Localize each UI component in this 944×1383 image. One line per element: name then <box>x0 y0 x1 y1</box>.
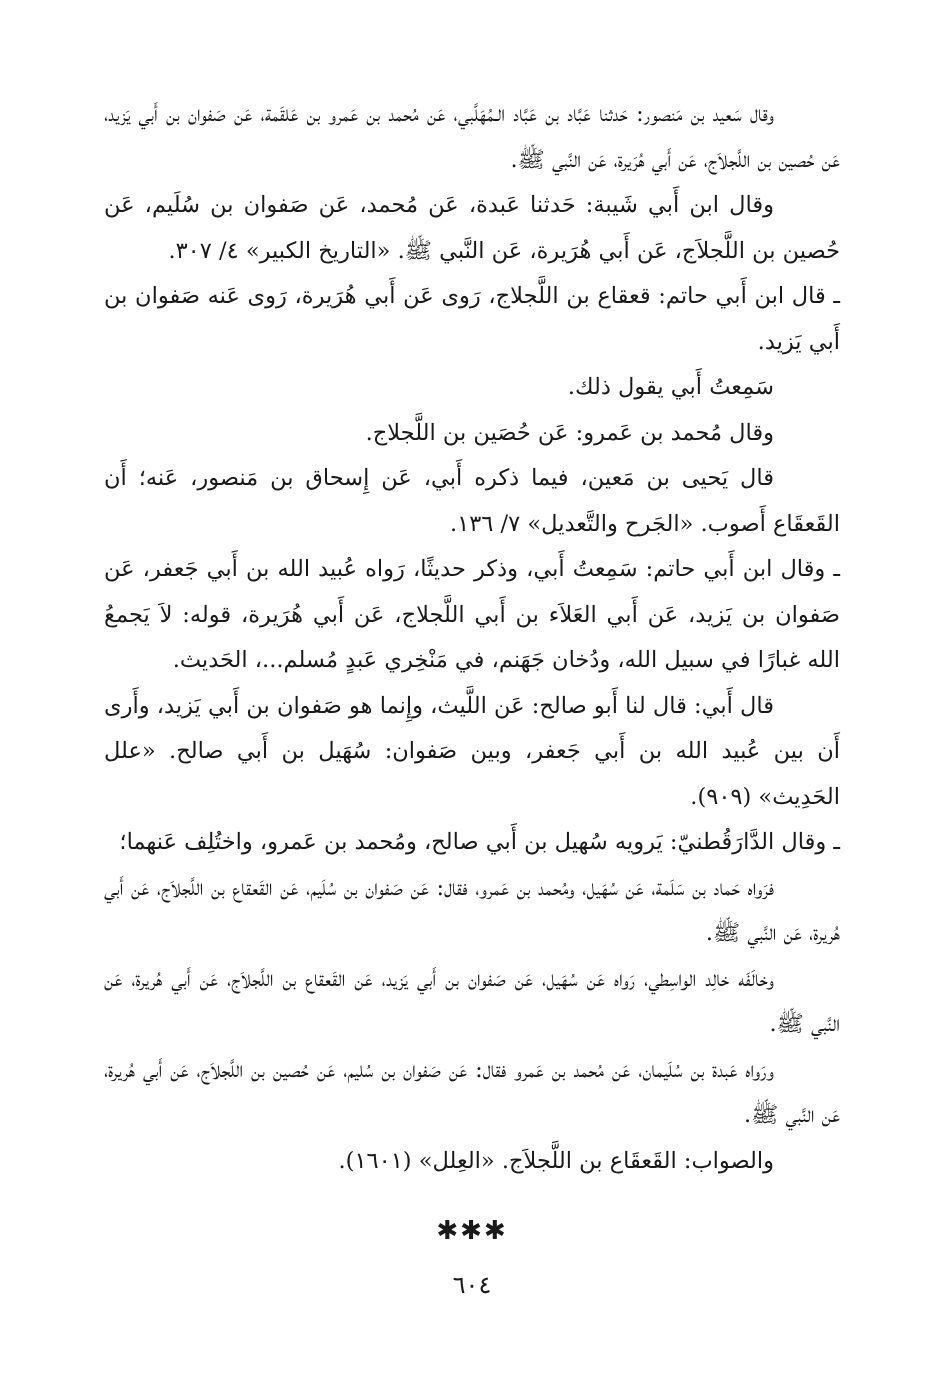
paragraph-yahya-bin-main: قال يَحيى بن مَعين، فيما ذكره أَبي، عَن إِسحاق بن مَنصور، عَنه؛ أَن القَعقَاع أَصوب. «الجَرح والتَّعديل» ٧/ ١٣٦. <box>104 465 840 537</box>
paragraph-conclusion: والصواب: القَعقَاع بن اللَّجلاَج. «العِلل» (١٦٠١). <box>338 1147 774 1174</box>
paragraph-daraqutni: ـ وقال الدَّارَقُطنيّ: يَرويه سُهيل بن أَبي صالح، ومُحمد بن عَمرو، واختُلِف عَنهما؛ <box>119 829 840 855</box>
paragraph-ibn-abi-hatim-1: ـ قال ابن أَبي حاتم: قعقاع بن اللَّجلاج، رَوى عَن أَبي هُرَيرة، رَوى عَنه صَفوان بن أَبي يَزيد. <box>104 283 840 355</box>
paragraph-khalid-al-wasiti: وخالَفَه خالِد الواسِطي، رَواه عَن سُهَيل، عَن صَفوان بن أَبي يَزيد، عَن القَعقاع بن اللَّجلاَج، عَن أَبي هُريرة، عَن النَّبي ﷺ. <box>104 965 840 1037</box>
page-number: ٦٠٤ <box>452 1271 492 1299</box>
paragraph-ibn-abi-hatim-2: ـ وقال ابن أَبي حاتم: سَمِعتُ أَبي، وذكر حديثًا، رَواه عُبيد الله بن أَبي جَعفر، عَن صَفوان بن يَزيد، عَن أَبي العَلاَء بن أَبي اللَّجلاج، عَن أَبي هُرَيرة، قوله: لاَ يَجمعُ الله غبارًا في سبيل الله، ودُخان جَهَنم، في مَنْخِري عَبدٍ مُسلم...، الحَديث. <box>104 556 840 673</box>
paragraph-hammad-bin-salamah: فرَواه حَماد بن سَلَمة، عَن سُهَيل، ومُحمد بن عَمرو، فقال: عَن صَفوان بن سُلَيم، عَن القَعقاع بن اللَّجلاَج، عَن أَبي هُريرة، عَن النَّبي ﷺ. <box>104 874 840 946</box>
paragraph-muhammad-bin-amr: وقال مُحمد بن عَمرو: عَن حُصَين بن اللَّجلاج. <box>365 419 774 446</box>
paragraph-abu-salih: قال أَبي: قال لنا أَبو صالح: عَن اللَّيث، وإِنما هو صَفوان بن أَبي يَزيد، وأَرى أَن بين عُبيد الله بن أَبي جَعفر، وبين صَفوان: سُهَيل بن أَبي صالح. «علل الحَدِيث» (٩٠٩). <box>104 692 840 810</box>
paragraph-said-bin-mansur: وقال سَعيد بن مَنصور: حَدثنا عَبَّاد بن عَبَّاد الـمُهَلَّبي، عَن مُحمد بن عَمرو بن عَلقَمة، عَن صَفوان بن أَبي يَزيد، عَن حُصين بن اللَّجلاَج، عَن أَبي هُرَيرة، عَن النَّبي ﷺ. <box>104 101 840 173</box>
paragraph-ibn-abi-shaybah: وقال ابن أَبي شَيبة: حَدثنا عَبدة، عَن مُحمد، عَن صَفوان بن سُلَيم، عَن حُصين بن اللَّجلاَج، عَن أَبي هُرَيرة، عَن النَّبي ﷺ. «التاريخ الكبير» ٤/ ٣٠٧. <box>104 192 840 264</box>
section-separator: ✱✱✱ <box>436 1216 508 1246</box>
page-body <box>104 92 840 1184</box>
paragraph-abdah-bin-sulayman: ورَواه عَبدة بن سُلَيمان، عَن مُحمد بن عَمرو فقال: عَن صَفوان بن سُليم، عَن حُصين بن اللَّجلاَج، عَن أَبي هُريرة، عَن النَّبي ﷺ. <box>104 1056 840 1128</box>
paragraph-heard-father: سَمِعتُ أَبي يقول ذلك. <box>567 374 774 400</box>
